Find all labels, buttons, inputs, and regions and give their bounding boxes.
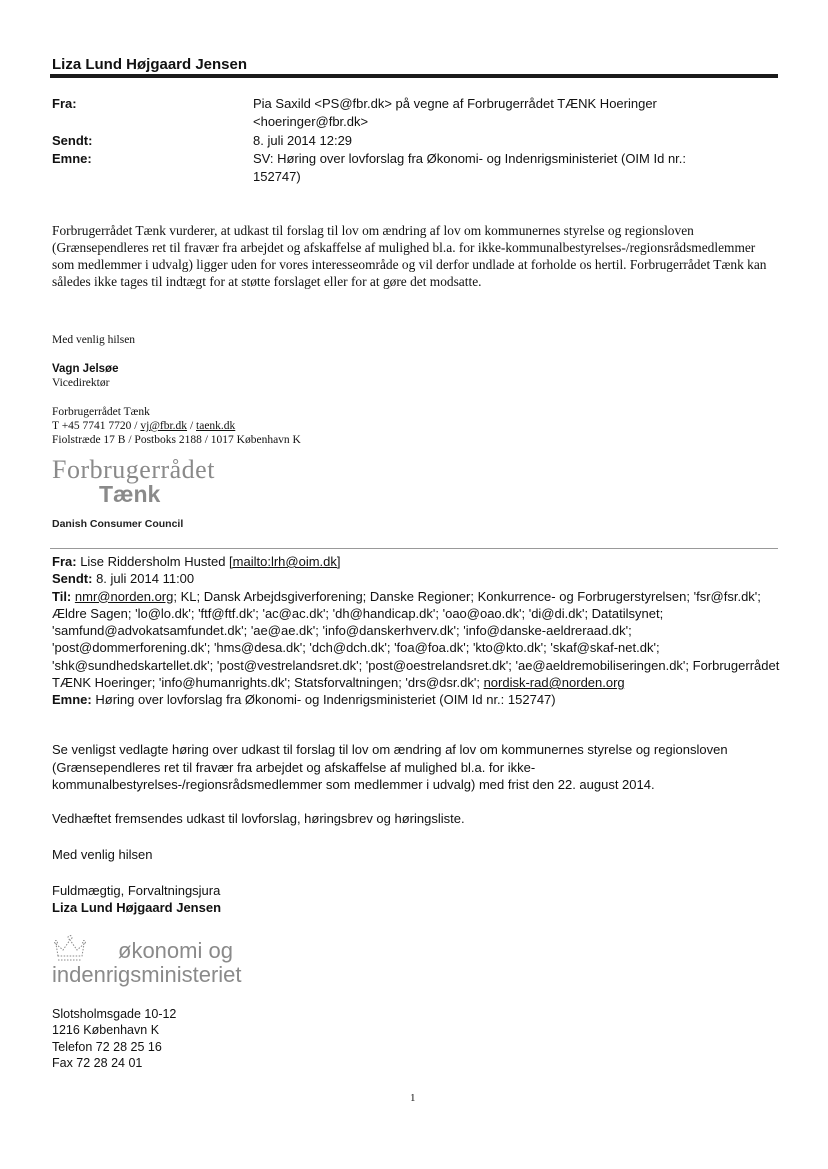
original-attachment-line: Vedhæftet fremsendes udkast til lovforslag, høringsbrev og høringsliste. [52,811,465,826]
page-number: 1 [410,1092,416,1104]
subject-label: Emne: [52,151,92,166]
oim-logo [52,934,282,994]
subject-value [253,150,773,186]
original-subject-value: Høring over lovforslag fra Økonomi- og Indenrigsministeriet (OIM Id nr.: 152747) [95,692,556,708]
header-divider [50,74,778,78]
reply-signer-name: Vagn Jelsøe [52,363,119,375]
oim-fax: Fax 72 28 24 01 [52,1055,143,1070]
reply-phone: T +45 7741 7720 / [52,420,141,432]
reply-web-link[interactable]: taenk.dk [196,420,236,432]
oim-phone: Telefon 72 28 25 16 [52,1039,162,1054]
original-greeting: Med venlig hilsen [52,847,153,862]
original-subject-label: Emne: [52,692,92,708]
crown-icon [52,934,88,964]
forbrugerraadet-logo [52,455,252,535]
oim-address-block [52,1006,176,1071]
mailbox-owner-name: Liza Lund Højgaard Jensen [52,56,248,73]
reply-email-link[interactable]: vj@fbr.dk [140,420,188,432]
reply-address: Fiolstræde 17 B / Postboks 2188 / 1017 København K [52,434,301,446]
original-to-label: Til: [52,588,72,604]
from-value-line-1: Pia Saxild <PS@fbr.dk> på vegne af Forbrugerrådet TÆNK Hoeringer [253,96,657,111]
original-to-row [52,588,782,692]
original-to-value: ; KL; Dansk Arbejdsgiverforening; Danske Regioner; Konkurrence- og Forbrugerstyrelsen; 'fsr@fsr.dk'; Ældre Sagen; 'lo@lo.dk'; 'ftf@ftf.dk'; 'ac@ac.dk'; 'dh@handicap.dk'; 'oao@oao.dk'; 'di@di.dk'; Datatilsynet; 'samfund@advokatsamfundet.dk'; 'ae@ae.dk'; 'info@danskerhverv.dk'; 'info@danske-aeldreraad.dk'; 'post@dommerforening.dk'; 'hms@desa.dk'; 'dch@dch.dk'; 'foa@foa.dk'; 'kto@kto.dk'; 'skaf@skaf-net.dk'; 'shk@sundhedskartellet.dk'; 'post@vestrelandsret.dk'; 'post@oestrelandsret.dk'; 'ae@aeldremobiliseringen.dk'; Forbrugerrådet TÆNK Hoeringer; 'info@humanrights.dk'; Statsforvaltningen; 'drs@dsr.dk'; [52,588,780,691]
original-from-label: Fra: [52,554,77,569]
reply-paragraph: Forbrugerrådet Tænk vurderer, at udkast til forslag til lov om ændring af lov om kommunernes styrelse og regionsloven (Grænsependleres ret til fravær fra arbejdet og afskaffelse af mulighed bl.a. for ikke-kommunalbestyrelses-/regionsrådsmedlemmer som medlemmer i udvalg) ligger uden for vores interesseområde og vil derfor undlade at forholde os hertil. Forbrugerrådet Tænk kan således ikke tages til indtægt for at støtte forslaget eller for at gøre det modsatte. [52,223,767,289]
sent-label: Sendt: [52,133,93,148]
from-value [253,95,773,131]
oim-city: 1216 København K [52,1023,160,1038]
from-value-line-2: <hoeringer@fbr.dk> [253,114,369,129]
original-signer-name: Liza Lund Højgaard Jensen [52,900,222,915]
reply-separator: / [187,420,197,432]
original-from-row [52,553,782,570]
logo-tagline: Danish Consumer Council [52,518,184,530]
original-from-value: Lise Riddersholm Husted [80,554,230,569]
from-label: Fra: [52,96,77,111]
original-sent-label: Sendt: [52,571,93,587]
original-to-link[interactable]: nmr@norden.org [74,588,174,604]
reply-signer-title: Vicedirektør [52,377,110,389]
original-signer-title: Fuldmægtig, Forvaltningsjura [52,883,221,898]
original-body-paragraph: Se venligst vedlagte høring over udkast til forslag til lov om ændring af lov om kommunernes styrelse og regionsloven (Grænsependleres ret til fravær fra arbejdet og afskaffelse af mulighed bl.a. for ikke-kommunalbestyrelses-/regionsrådsmedlemmer som medlemmer i udvalg) med frist den 22. august 2014. [52,742,728,792]
oim-logo-line-2: indenrigsministeriet [52,962,242,987]
subject-value-line-2: 152747) [253,169,301,184]
original-to-link-2[interactable]: nordisk-rad@norden.org [483,675,625,691]
oim-logo-line-1: økonomi og [118,938,233,963]
original-from-link[interactable]: [mailto:lrh@oim.dk] [229,554,341,569]
reply-org: Forbrugerrådet Tænk [52,406,150,418]
original-sent-value: 8. juli 2014 11:00 [96,571,195,587]
original-subject-row [52,691,782,708]
reply-greeting: Med venlig hilsen [52,334,136,346]
oim-street: Slotsholmsgade 10-12 [52,1007,177,1021]
logo-wordmark-line-1: Forbrugerrådet [52,455,215,484]
sent-value: 8. juli 2014 12:29 [253,133,353,148]
forward-divider [50,548,778,549]
logo-wordmark-line-2: Tænk [99,481,161,507]
reply-contact-line [52,419,235,433]
original-message-header [52,553,782,709]
subject-value-line-1: SV: Høring over lovforslag fra Økonomi- og Indenrigsministeriet (OIM Id nr.: [253,151,687,166]
original-sent-row [52,570,782,587]
